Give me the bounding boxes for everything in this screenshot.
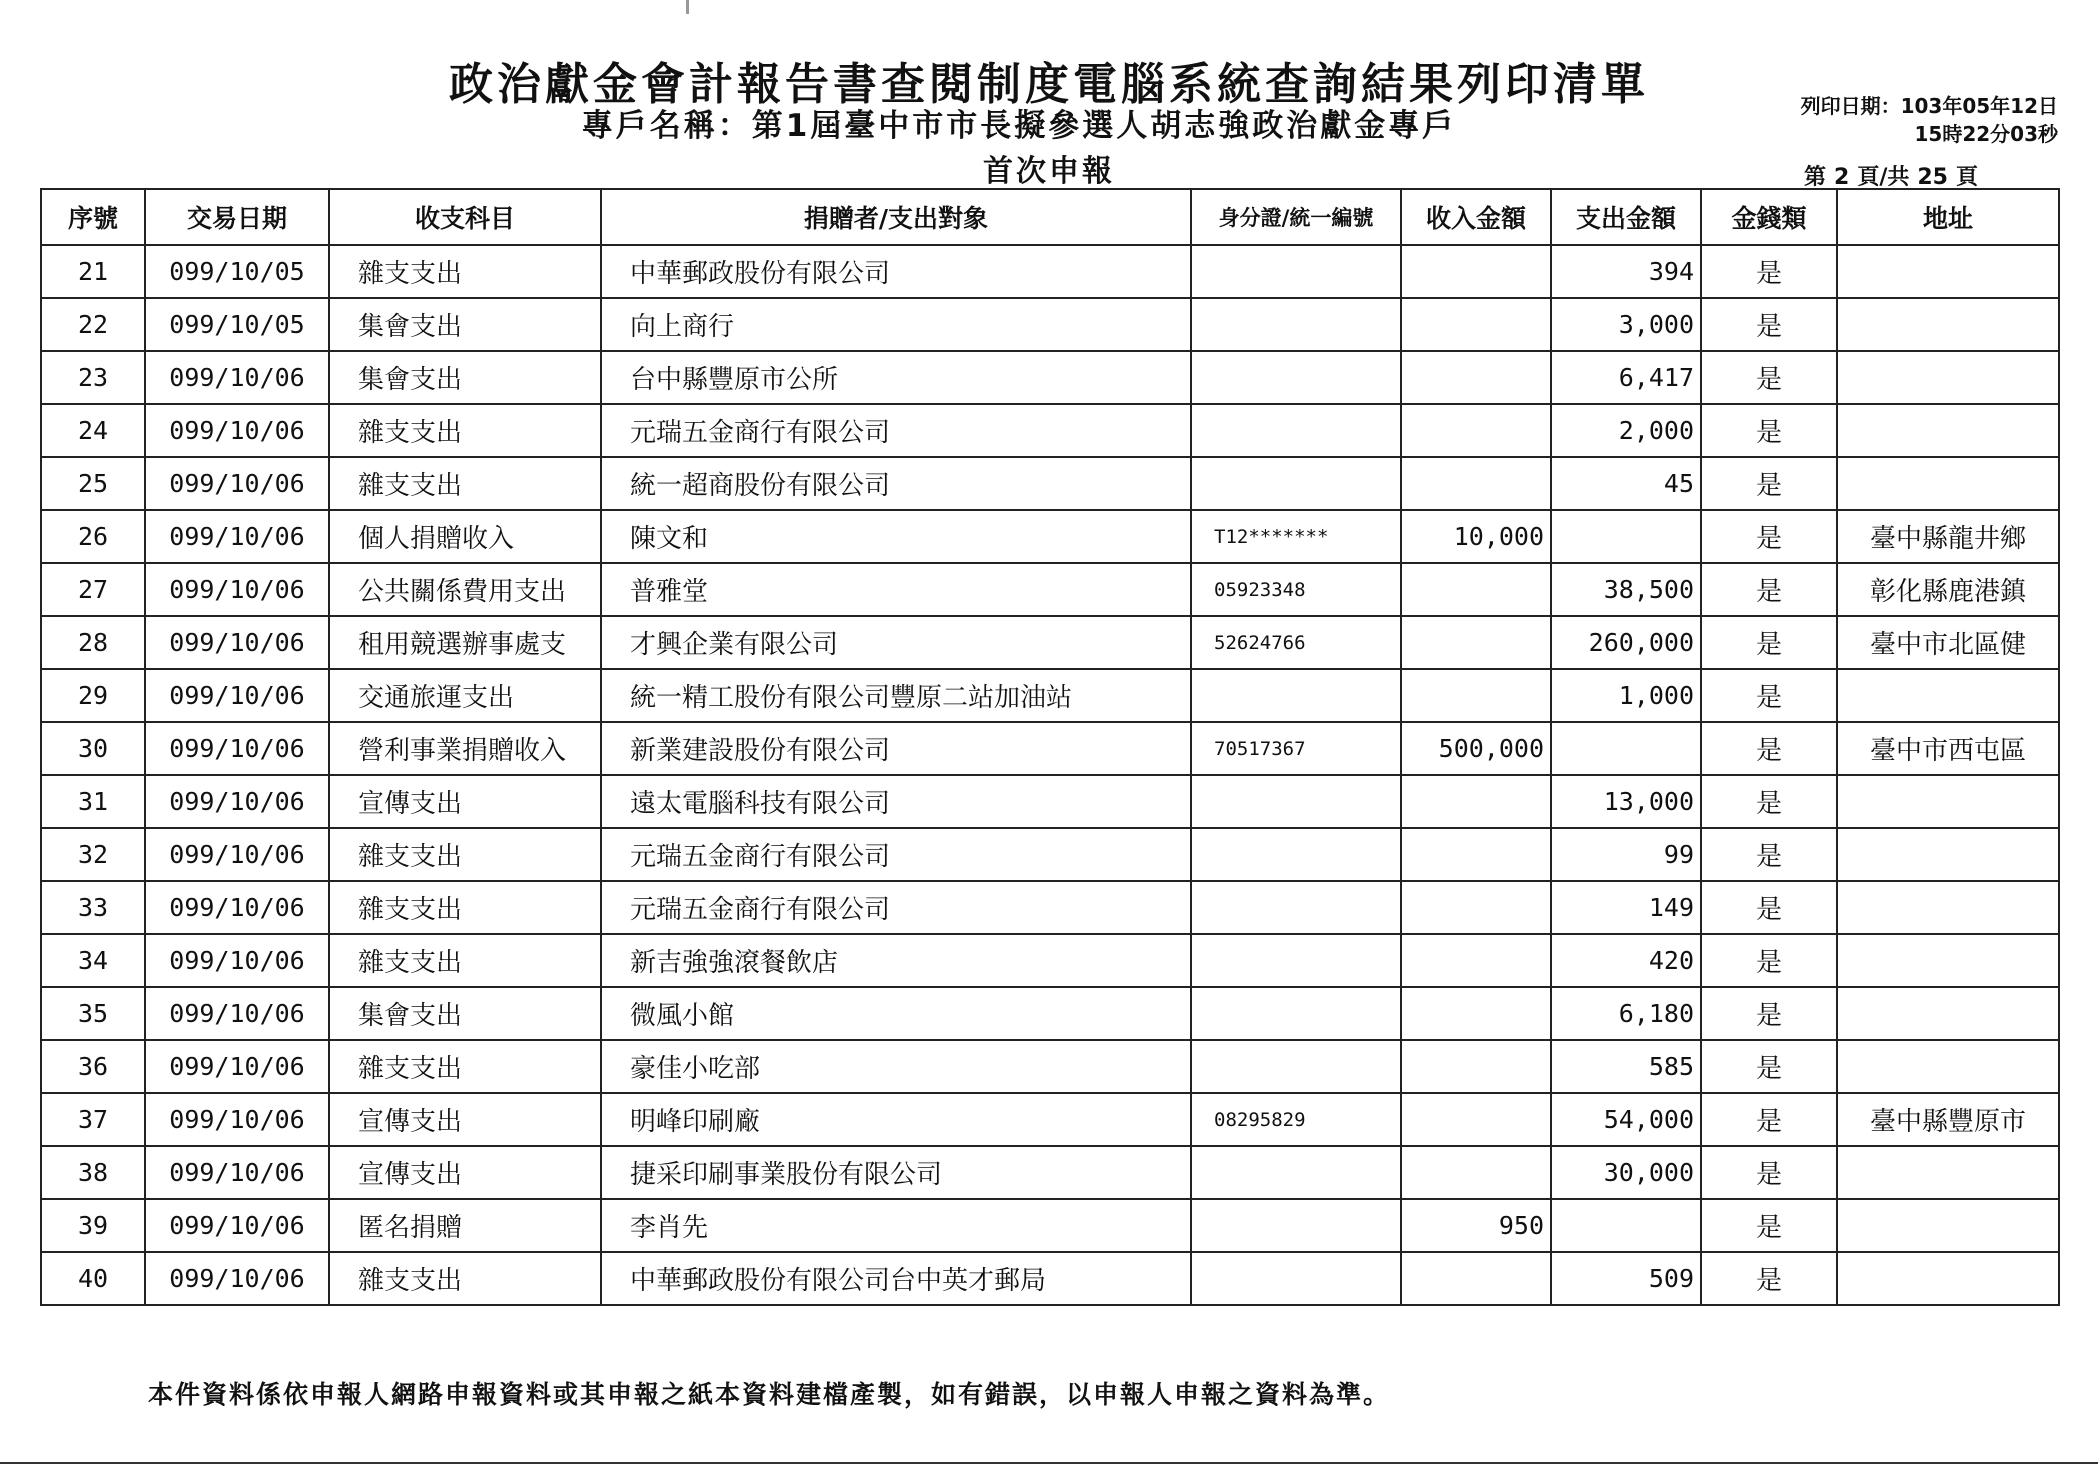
page-indicator [1800,160,1982,191]
cell-date: 099/10/06 [145,1199,329,1252]
cell-id [1191,1146,1401,1199]
table-row [41,881,2059,934]
cell-category: 集會支出 [329,987,601,1040]
cell-address: 臺中市西屯區 [1837,722,2059,775]
col-header-expense: 支出金額 [1551,189,1701,245]
cell-cash: 是 [1701,298,1837,351]
cell-date: 099/10/06 [145,828,329,881]
cell-expense: 99 [1551,828,1701,881]
cell-id [1191,881,1401,934]
cell-id: 70517367 [1191,722,1401,775]
print-time: 15時22分03秒 [1914,122,2058,146]
cell-category: 雜支支出 [329,1252,601,1305]
cell-expense: 3,000 [1551,298,1701,351]
cell-id [1191,1199,1401,1252]
cell-category: 租用競選辦事處支 [329,616,601,669]
cell-category: 雜支支出 [329,404,601,457]
cell-cash: 是 [1701,563,1837,616]
cell-date: 099/10/05 [145,245,329,298]
cell-category: 雜支支出 [329,457,601,510]
cell-expense: 6,180 [1551,987,1701,1040]
cell-date: 099/10/06 [145,510,329,563]
cell-expense [1551,510,1701,563]
cell-address [1837,881,2059,934]
cell-id: 52624766 [1191,616,1401,669]
cell-category: 雜支支出 [329,934,601,987]
cell-id: 05923348 [1191,563,1401,616]
filing-type: 首次申報 [983,154,1115,189]
cell-income [1401,987,1551,1040]
cell-category: 雜支支出 [329,881,601,934]
cell-category: 交通旅運支出 [329,669,601,722]
cell-cash: 是 [1701,457,1837,510]
cell-category: 雜支支出 [329,1040,601,1093]
cell-date: 099/10/06 [145,457,329,510]
cell-date: 099/10/06 [145,1093,329,1146]
cell-party: 新吉強強滾餐飲店 [601,934,1191,987]
cell-no: 32 [41,828,145,881]
cell-expense: 394 [1551,245,1701,298]
cell-no: 33 [41,881,145,934]
cell-income [1401,669,1551,722]
cell-address: 臺中縣豐原市 [1837,1093,2059,1146]
cell-address [1837,828,2059,881]
cell-expense: 509 [1551,1252,1701,1305]
cell-id [1191,775,1401,828]
cell-expense: 38,500 [1551,563,1701,616]
table-row [41,1146,2059,1199]
table-row [41,563,2059,616]
cell-no: 34 [41,934,145,987]
cell-id [1191,245,1401,298]
cell-id [1191,669,1401,722]
cell-id [1191,987,1401,1040]
page-suffix: 頁 [1956,165,1979,190]
cell-category: 雜支支出 [329,828,601,881]
col-header-no: 序號 [41,189,145,245]
cell-income: 10,000 [1401,510,1551,563]
table-row [41,245,2059,298]
cell-address: 彰化縣鹿港鎮 [1837,563,2059,616]
cell-no: 27 [41,563,145,616]
col-header-id: 身分證/統一編號 [1191,189,1401,245]
cell-income [1401,775,1551,828]
cell-date: 099/10/06 [145,404,329,457]
table-row [41,1199,2059,1252]
cell-id: T12******* [1191,510,1401,563]
cell-address [1837,934,2059,987]
cell-no: 36 [41,1040,145,1093]
cell-party: 遠太電腦科技有限公司 [601,775,1191,828]
cell-expense: 2,000 [1551,404,1701,457]
cell-address [1837,1252,2059,1305]
cell-category: 個人捐贈收入 [329,510,601,563]
table-row [41,510,2059,563]
cell-id [1191,351,1401,404]
cell-cash: 是 [1701,1252,1837,1305]
cell-address: 臺中市北區健 [1837,616,2059,669]
cell-cash: 是 [1701,934,1837,987]
cell-income [1401,351,1551,404]
cell-date: 099/10/06 [145,351,329,404]
cell-address [1837,1146,2059,1199]
cell-income [1401,1093,1551,1146]
cell-address [1837,669,2059,722]
cell-address [1837,987,2059,1040]
cell-address [1837,298,2059,351]
page-total: 25 [1917,165,1948,190]
cell-party: 中華郵政股份有限公司 [601,245,1191,298]
cell-expense: 1,000 [1551,669,1701,722]
cell-cash: 是 [1701,881,1837,934]
cell-category: 集會支出 [329,351,601,404]
cell-party: 統一超商股份有限公司 [601,457,1191,510]
cell-cash: 是 [1701,669,1837,722]
table-row [41,457,2059,510]
cell-category: 宣傳支出 [329,1146,601,1199]
col-header-party: 捐贈者/支出對象 [601,189,1191,245]
cell-income: 500,000 [1401,722,1551,775]
cell-cash: 是 [1701,722,1837,775]
cell-income [1401,1252,1551,1305]
cell-date: 099/10/06 [145,1040,329,1093]
table-row [41,1252,2059,1305]
cell-party: 元瑞五金商行有限公司 [601,404,1191,457]
cell-cash: 是 [1701,987,1837,1040]
page-mid: 頁/共 [1857,165,1910,190]
cell-no: 39 [41,1199,145,1252]
cell-party: 新業建設股份有限公司 [601,722,1191,775]
cell-no: 40 [41,1252,145,1305]
bottom-divider [0,1462,2098,1464]
cell-cash: 是 [1701,616,1837,669]
cell-cash: 是 [1701,404,1837,457]
cell-no: 22 [41,298,145,351]
table-row [41,828,2059,881]
cell-date: 099/10/06 [145,669,329,722]
cell-party: 元瑞五金商行有限公司 [601,828,1191,881]
cell-expense: 30,000 [1551,1146,1701,1199]
cell-party: 才興企業有限公司 [601,616,1191,669]
cell-party: 台中縣豐原市公所 [601,351,1191,404]
cell-cash: 是 [1701,828,1837,881]
table-row [41,404,2059,457]
page-prefix: 第 [1804,165,1827,190]
cell-address [1837,245,2059,298]
cell-address [1837,1040,2059,1093]
cell-id [1191,1040,1401,1093]
cell-cash: 是 [1701,245,1837,298]
cell-income [1401,1146,1551,1199]
cell-income [1401,298,1551,351]
cell-address [1837,1199,2059,1252]
cell-party: 統一精工股份有限公司豐原二站加油站 [601,669,1191,722]
cell-id [1191,457,1401,510]
cell-category: 公共關係費用支出 [329,563,601,616]
cell-expense: 149 [1551,881,1701,934]
cell-income [1401,1040,1551,1093]
cell-address: 臺中縣龍井鄉 [1837,510,2059,563]
print-datetime [1801,92,2058,148]
cell-expense: 585 [1551,1040,1701,1093]
col-header-category: 收支科目 [329,189,601,245]
cell-party: 元瑞五金商行有限公司 [601,881,1191,934]
cell-address [1837,351,2059,404]
cell-no: 30 [41,722,145,775]
table-row [41,987,2059,1040]
cell-id [1191,404,1401,457]
cell-category: 宣傳支出 [329,1093,601,1146]
page-title: 政治獻金會計報告書查閱制度電腦系統查詢結果列印清單 [449,59,1649,110]
cell-cash: 是 [1701,775,1837,828]
cell-income [1401,404,1551,457]
cell-no: 21 [41,245,145,298]
cell-expense [1551,1199,1701,1252]
cell-expense: 54,000 [1551,1093,1701,1146]
cell-id: 08295829 [1191,1093,1401,1146]
cell-date: 099/10/05 [145,298,329,351]
cell-no: 37 [41,1093,145,1146]
cell-no: 28 [41,616,145,669]
cell-party: 微風小館 [601,987,1191,1040]
transaction-table [40,188,2060,1306]
cell-no: 38 [41,1146,145,1199]
cell-expense [1551,722,1701,775]
cell-id [1191,934,1401,987]
cell-cash: 是 [1701,1146,1837,1199]
table-row [41,616,2059,669]
scan-mark [686,0,689,14]
cell-cash: 是 [1701,1199,1837,1252]
cell-id [1191,1252,1401,1305]
cell-expense: 260,000 [1551,616,1701,669]
cell-expense: 420 [1551,934,1701,987]
cell-category: 集會支出 [329,298,601,351]
table-body [41,245,2059,1305]
cell-no: 31 [41,775,145,828]
account-name [0,100,2098,145]
cell-cash: 是 [1701,510,1837,563]
footer-note: 本件資料係依申報人網路申報資料或其申報之紙本資料建檔產製，如有錯誤，以申報人申報之資料為準。 [148,1380,1391,1409]
print-date: 列印日期：103年05年12日 [1800,94,2058,118]
cell-no: 25 [41,457,145,510]
cell-cash: 是 [1701,1093,1837,1146]
cell-income [1401,881,1551,934]
table-header-row [41,189,2059,245]
col-header-income: 收入金額 [1401,189,1551,245]
cell-address [1837,404,2059,457]
cell-id [1191,298,1401,351]
cell-id [1191,828,1401,881]
table-row [41,298,2059,351]
col-header-cash: 金錢類 [1701,189,1837,245]
account-name-text: 專戶名稱：第1屆臺中市市長擬參選人胡志強政治獻金專戶 [581,108,1457,144]
cell-party: 李肖先 [601,1199,1191,1252]
cell-category: 營利事業捐贈收入 [329,722,601,775]
cell-date: 099/10/06 [145,1146,329,1199]
cell-category: 雜支支出 [329,245,601,298]
table-row [41,1040,2059,1093]
cell-expense: 13,000 [1551,775,1701,828]
cell-date: 099/10/06 [145,616,329,669]
cell-no: 26 [41,510,145,563]
page-current: 2 [1834,165,1850,190]
cell-expense: 45 [1551,457,1701,510]
cell-date: 099/10/06 [145,722,329,775]
table-row [41,722,2059,775]
cell-party: 明峰印刷廠 [601,1093,1191,1146]
cell-date: 099/10/06 [145,775,329,828]
cell-no: 35 [41,987,145,1040]
cell-date: 099/10/06 [145,881,329,934]
cell-income [1401,563,1551,616]
cell-date: 099/10/06 [145,1252,329,1305]
cell-no: 24 [41,404,145,457]
cell-date: 099/10/06 [145,563,329,616]
cell-income [1401,934,1551,987]
table-row [41,669,2059,722]
cell-cash: 是 [1701,351,1837,404]
cell-party: 豪佳小吃部 [601,1040,1191,1093]
col-header-date: 交易日期 [145,189,329,245]
col-header-address: 地址 [1837,189,2059,245]
cell-date: 099/10/06 [145,987,329,1040]
cell-income: 950 [1401,1199,1551,1252]
cell-no: 23 [41,351,145,404]
cell-income [1401,245,1551,298]
cell-cash: 是 [1701,1040,1837,1093]
cell-address [1837,775,2059,828]
cell-income [1401,616,1551,669]
cell-party: 向上商行 [601,298,1191,351]
cell-income [1401,828,1551,881]
cell-category: 匿名捐贈 [329,1199,601,1252]
cell-party: 捷采印刷事業股份有限公司 [601,1146,1191,1199]
cell-party: 陳文和 [601,510,1191,563]
table-row [41,934,2059,987]
cell-expense: 6,417 [1551,351,1701,404]
cell-no: 29 [41,669,145,722]
cell-category: 宣傳支出 [329,775,601,828]
cell-party: 普雅堂 [601,563,1191,616]
cell-party: 中華郵政股份有限公司台中英才郵局 [601,1252,1191,1305]
cell-income [1401,457,1551,510]
table-row [41,775,2059,828]
table-row [41,1093,2059,1146]
cell-address [1837,457,2059,510]
cell-date: 099/10/06 [145,934,329,987]
table-row [41,351,2059,404]
